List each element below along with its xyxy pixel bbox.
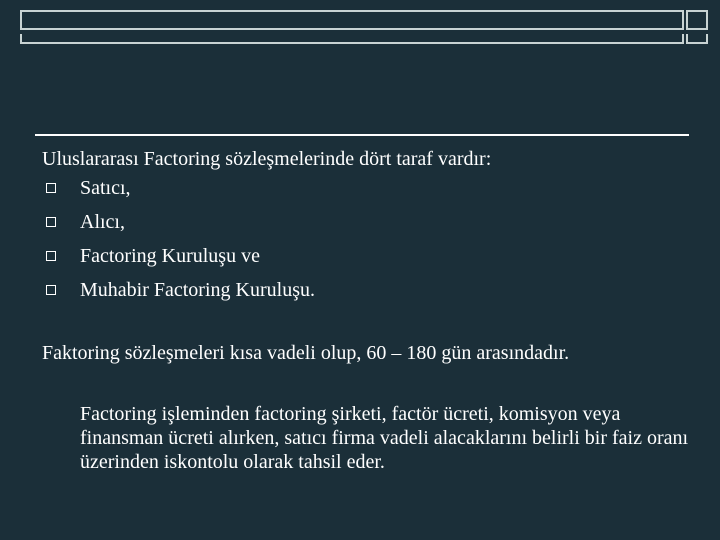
hollow-square-bullet-icon (46, 217, 56, 227)
list-item (42, 205, 702, 239)
duration-paragraph: Faktoring sözleşmeleri kısa vadeli olup, 60 – 180 gün arasındadır. (42, 342, 570, 364)
slide-body (42, 147, 702, 307)
decorative-header-frame (20, 10, 708, 42)
fee-paragraph: Factoring işleminden factoring şirketi, factör ücreti, komisyon veya finansman ücreti alırken, satıcı firma vadeli alacaklarını belirli bir faiz oranı üzerinden iskontolu olarak tahsil eder. (80, 403, 689, 473)
list-item-label: Muhabir Factoring Kuruluşu. (80, 279, 315, 301)
list-item-label: Factoring Kuruluşu ve (80, 245, 260, 267)
header-underline (20, 34, 684, 44)
header-underline-side (686, 34, 708, 44)
list-item-label: Alıcı, (80, 211, 125, 233)
title-divider-line (35, 134, 689, 136)
hollow-square-bullet-icon (46, 183, 56, 193)
header-bar (20, 10, 684, 30)
list-item-label: Satıcı, (80, 177, 131, 199)
list-item (42, 171, 702, 205)
list-item (42, 273, 702, 307)
hollow-square-bullet-icon (46, 251, 56, 261)
intro-text: Uluslararası Factoring sözleşmelerinde dört taraf vardır: (42, 148, 492, 170)
hollow-square-bullet-icon (46, 285, 56, 295)
header-bar-side-box (686, 10, 708, 30)
party-list (42, 171, 702, 307)
list-item (42, 239, 702, 273)
